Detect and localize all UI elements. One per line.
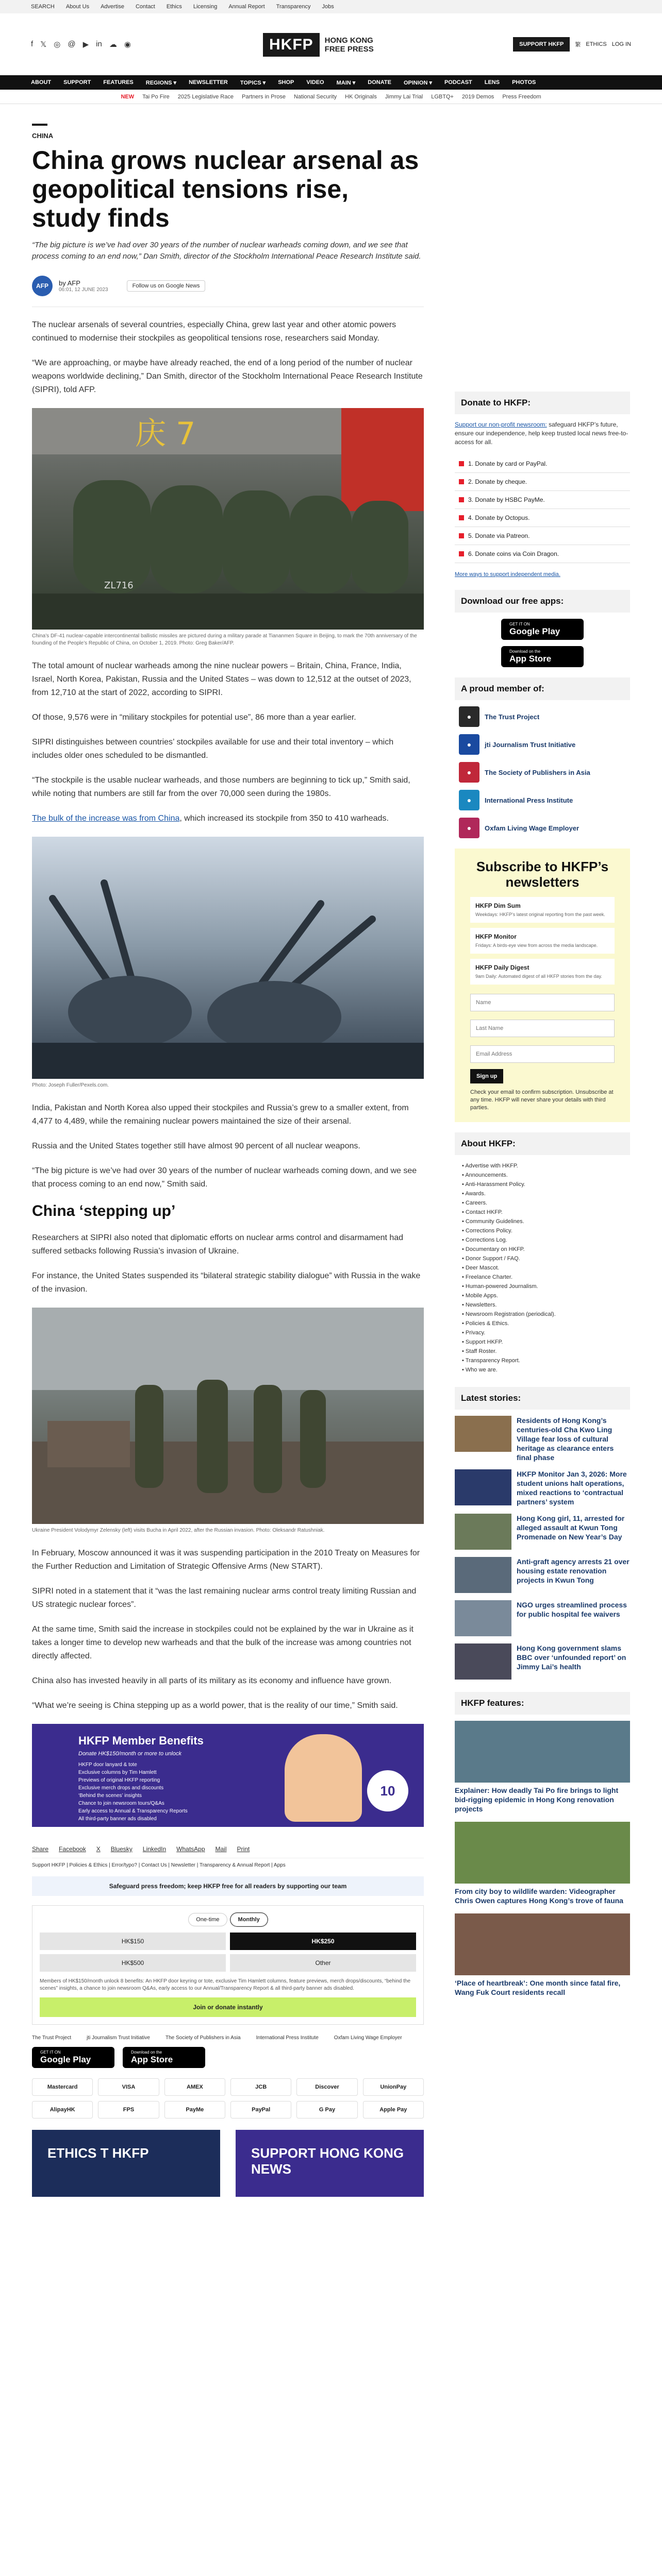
tab-one-time[interactable]: One-time — [188, 1913, 227, 1926]
story-thumbnail — [455, 1469, 511, 1505]
svg-text:庆 7: 庆 7 — [135, 416, 196, 452]
donation-options — [455, 455, 630, 563]
member-list — [455, 706, 630, 838]
nav-item[interactable]: LENS — [484, 79, 500, 86]
publish-date: 06:01, 12 JUNE 2023 — [59, 287, 108, 293]
donate-heading: Donate to HKFP: — [455, 392, 630, 414]
about-link[interactable]: • Documentary on HKFP. — [462, 1245, 630, 1254]
about-link[interactable]: • Contact HKFP. — [462, 1208, 630, 1217]
member-logo-icon: ● — [459, 818, 479, 838]
article-title: China grows nuclear arsenal as geopolitical tensions rise, study finds — [32, 146, 419, 232]
paragraph: The bulk of the increase was from China, which increased its stockpile from 350 to 410 warheads. — [32, 814, 389, 823]
amount-option-other[interactable]: Other — [230, 1954, 416, 1972]
payment-method: PayPal — [230, 2101, 291, 2119]
feature-story[interactable] — [455, 1913, 630, 1997]
utility-link[interactable]: Advertise — [101, 4, 124, 10]
increase-link[interactable]: The bulk of the increase was from China — [32, 814, 180, 823]
donation-option[interactable]: 3. Donate by HSBC PayMe. — [455, 491, 630, 509]
promo-benefit: Chance to join newsroom tours/Q&As — [78, 1801, 164, 1806]
newsletter-option-title: HKFP Dim Sum — [475, 902, 521, 909]
member-logo-icon: ● — [459, 762, 479, 783]
tag-link[interactable]: Jimmy Lai Trial — [385, 93, 423, 100]
about-link[interactable]: • Announcements. — [462, 1171, 630, 1180]
nav-item[interactable]: DONATE — [368, 79, 391, 86]
figure-missiles — [32, 408, 424, 647]
nav-item[interactable]: TOPICS ▾ — [240, 79, 266, 86]
member-org[interactable] — [459, 790, 630, 810]
tag-link[interactable]: 2025 Legislative Race — [177, 93, 234, 100]
utility-links — [66, 4, 334, 10]
about-link[interactable]: • Privacy. — [462, 1328, 630, 1337]
nav-item[interactable]: REGIONS ▾ — [145, 79, 177, 86]
trending-tags — [0, 90, 662, 104]
caption: China’s DF-41 nuclear-capable intercontinental ballistic missiles are pictured during a military parade at Tiananmen Square in Beijing, to mark the 70th anniversary of the founding of the People’s Republic of China, on October 1, 2019. Photo: Greg Baker/AFP. — [32, 633, 417, 646]
promo-title: HKFP Member Benefits — [78, 1734, 204, 1747]
latest-story[interactable] — [455, 1557, 630, 1593]
google-play-button[interactable]: GET IT ON Google Play — [32, 2047, 114, 2068]
latest-story[interactable] — [455, 1643, 630, 1680]
figure-guns — [32, 837, 424, 1089]
about-link[interactable]: • Support HKFP. — [462, 1337, 630, 1347]
paragraph: At the same time, Smith said the increase in stockpiles could not be explained by the war in Ukraine as it takes a longer time to develop new warheads and that the bulk of the increase was among countries not directly affected. — [32, 1625, 413, 1660]
newsletter-option[interactable] — [470, 928, 615, 954]
email-field[interactable] — [470, 1045, 615, 1063]
share-link[interactable]: WhatsApp — [176, 1845, 205, 1853]
member-org-name: The Society of Publishers in Asia — [485, 768, 590, 776]
main-nav — [0, 75, 662, 90]
paragraph: For instance, the United States suspended its “bilateral strategic stability dialogue” with Russia in the wake of the invasion. — [32, 1272, 421, 1294]
member-org[interactable] — [459, 762, 630, 783]
member-org-name: jti Journalism Trust Initiative — [485, 740, 576, 749]
tag-link[interactable]: Press Freedom — [502, 93, 541, 100]
section-heading: China ‘stepping up’ — [32, 1202, 176, 1219]
name-field[interactable] — [470, 994, 615, 1011]
story-thumbnail — [455, 1514, 511, 1550]
new-badge: NEW — [121, 93, 135, 100]
app-store-button[interactable]: Download on the App Store — [123, 2047, 205, 2068]
payment-method: Discover — [296, 2078, 357, 2096]
promo-benefit: Previews of original HKFP reporting — [78, 1777, 160, 1783]
paragraph: China also has invested heavily in all parts of its military as its economy and influence have grown. — [32, 1676, 392, 1685]
feature-thumbnail — [455, 1913, 630, 1975]
share-link[interactable]: Bluesky — [110, 1845, 133, 1853]
deer-mascot-icon — [285, 1734, 362, 1822]
google-news-button[interactable]: Follow us on Google News — [127, 280, 206, 292]
story-thumbnail — [455, 1557, 511, 1593]
missile-parade-photo — [32, 408, 424, 630]
story-title[interactable]: Anti-graft agency arrests 21 over housing estate renovation projects in Kwun Tong — [517, 1557, 630, 1584]
article-footer-links[interactable]: Support HKFP | Policies & Ethics | Error/typo? | Contact Us | Newsletter | Transparency & Annual Report | Apps — [32, 1862, 286, 1868]
byline — [32, 269, 424, 307]
paragraph: SIPRI noted in a statement that it “was the last remaining nuclear arms control treaty limiting Russian and US strategic nuclear forces”. — [32, 1587, 417, 1609]
ethics-promo[interactable]: ETHICS T HKFP — [32, 2130, 220, 2197]
member-logo-icon: ● — [459, 706, 479, 727]
about-link[interactable]: • Human-powered Journalism. — [462, 1282, 630, 1291]
member-org[interactable] — [459, 734, 630, 755]
donation-widget — [32, 1905, 424, 2025]
figure-zelensky — [32, 1308, 424, 1534]
payment-method: VISA — [98, 2078, 159, 2096]
feature-title[interactable]: Explainer: How deadly Tai Po fire brings to light bid-rigging epidemic in Hong Kong renovation projects — [455, 1786, 619, 1813]
payment-method: Apple Pay — [363, 2101, 424, 2119]
utility-link[interactable]: Licensing — [193, 4, 218, 10]
share-link[interactable]: Mail — [215, 1845, 227, 1853]
utility-link[interactable]: Transparency — [276, 4, 311, 10]
app-store-buttons — [32, 2047, 424, 2068]
newsletter-option[interactable] — [470, 897, 615, 923]
nav-item[interactable]: VIDEO — [306, 79, 324, 86]
feature-title[interactable]: ‘Place of heartbreak’: One month since fatal fire, Wang Fuk Court residents recall — [455, 1979, 621, 1996]
donation-note: Members of HK$150/month unlock 8 benefits: An HKFP door keyring or tote, exclusive Tim Hamlett columns, feature previews, merch drops/discounts, “behind the scenes” insights, a chance to join newsroom Q&As, early access to our Annual/Transparency Report & all third-party banner ads disabled. — [40, 1978, 411, 1991]
about-link[interactable]: • Transparency Report. — [462, 1356, 630, 1365]
about-links — [455, 1161, 630, 1375]
tag-link[interactable]: Partners in Prose — [241, 93, 286, 100]
sidebar-google-play-button[interactable]: GET IT ON Google Play — [501, 619, 584, 640]
zelensky-bucha-image — [32, 1308, 424, 1524]
promo-benefit: Early access to Annual & Transparency Reports — [78, 1808, 188, 1814]
payment-method: AlipayHK — [32, 2101, 93, 2119]
latest-stories — [455, 1416, 630, 1680]
share-link[interactable]: Print — [237, 1845, 250, 1853]
newsletter-option-desc: Fridays: A birds-eye view from across the media landscape. — [475, 943, 598, 948]
paragraph: Of those, 9,576 were in “military stockpiles for potential use”, 86 more than a year earlier. — [32, 713, 356, 722]
zelensky-bucha-photo — [32, 1308, 424, 1524]
paragraph: “The big picture is we’ve had over 30 years of the number of nuclear warheads coming down, and we see that process coming to an end now,” Smith said. — [32, 1166, 417, 1189]
paragraph: “What we’re seeing is China stepping up as a world power, that is the reality of our time,” Smith said. — [32, 1701, 398, 1710]
feature-thumbnail — [455, 1822, 630, 1884]
feature-story[interactable] — [455, 1721, 630, 1814]
member-badge[interactable]: International Press Institute — [256, 2035, 319, 2041]
feature-title[interactable]: From city boy to wildlife warden: Videographer Chris Owen captures Hong Kong’s trove of fauna — [455, 1887, 623, 1905]
nav-item[interactable]: PHOTOS — [512, 79, 536, 86]
story-title[interactable]: HKFP Monitor Jan 3, 2026: More student unions halt operations, mixed reactions to ‘contractual partners’ system — [517, 1470, 627, 1506]
member-org[interactable] — [459, 706, 630, 727]
about-link[interactable]: • Anti-Harassment Policy. — [462, 1180, 630, 1189]
latest-story[interactable] — [455, 1514, 630, 1550]
story-thumbnail — [455, 1643, 511, 1680]
payment-method: AMEX — [164, 2078, 225, 2096]
share-bar — [32, 1840, 424, 1858]
paragraph: India, Pakistan and North Korea also upped their stockpiles and Russia’s grew to a smaller extent, from 4,477 to 4,489, while the remaining nuclear powers maintained the size of their arsenal. — [32, 1104, 409, 1126]
share-link[interactable]: Share — [32, 1845, 49, 1853]
paragraph: The total amount of nuclear warheads among the nine nuclear powers – Britain, China, France, India, Israel, North Korea, Pakistan, Russia and the United States – was down to 12,512 at the outset of 2023, from 12,710 at the start of 2022, according to SIPRI. — [32, 662, 411, 697]
member-badge[interactable]: Oxfam Living Wage Employer — [334, 2035, 402, 2041]
newsletter-heading: Subscribe to HKFP’s newsletters — [476, 859, 609, 890]
paragraph: In February, Moscow announced it was it was suspending participation in the 2010 Treaty on Measures for the Further Reduction and Limitation of Strategic Offensive Arms (New START). — [32, 1549, 420, 1571]
article — [32, 124, 424, 2197]
promo-subtitle: Donate HK$150/month or more to unlock — [78, 1751, 181, 1757]
apps-heading: Download our free apps: — [455, 590, 630, 613]
member-heading: A proud member of: — [455, 677, 630, 700]
about-link[interactable]: • Advertise with HKFP. — [462, 1161, 630, 1171]
latest-story[interactable] — [455, 1469, 630, 1506]
language-toggle[interactable]: 繁 — [575, 42, 581, 48]
ethics-link[interactable]: ETHICS — [586, 41, 607, 47]
member-badges-row — [32, 2035, 424, 2041]
x-icon[interactable]: 𝕏 — [40, 40, 47, 49]
donation-option[interactable]: 6. Donate coins via Coin Dragon. — [455, 545, 630, 563]
about-link[interactable]: • Staff Roster. — [462, 1347, 630, 1356]
features-heading: HKFP features: — [455, 1692, 630, 1715]
title-rule — [32, 124, 47, 126]
story-title[interactable]: NGO urges streamlined process for public hospital fee waivers — [517, 1601, 627, 1618]
story-title[interactable]: Hong Kong girl, 11, arrested for alleged assault at Kwun Tong Promenade on New Year’s Day — [517, 1514, 625, 1541]
anniversary-badge: 10 — [367, 1770, 408, 1811]
newsletter-note: Check your email to confirm subscription. Unsubscribe at any time. HKFP will never share your details with third parties. — [470, 1089, 614, 1111]
paragraph: Researchers at SIPRI also noted that diplomatic efforts on nuclear arms control and disarmament had suffered setbacks following Russia’s invasion of Ukraine. — [32, 1233, 404, 1256]
donation-option[interactable]: 1. Donate by card or PayPal. — [455, 455, 630, 473]
caption: Ukraine President Volodymyr Zelensky (left) visits Bucha in April 2022, after the Russian invasion. Photo: Oleksandr Ratushniak. — [32, 1528, 325, 1533]
about-link[interactable]: • Awards. — [462, 1189, 630, 1198]
promo-benefit: Exclusive merch drops and discounts — [78, 1785, 164, 1791]
threads-icon[interactable]: @ — [68, 40, 76, 48]
instagram-icon[interactable]: ◎ — [54, 40, 61, 49]
feature-story[interactable] — [455, 1822, 630, 1905]
tag-link[interactable]: HK Originals — [345, 93, 377, 100]
about-link[interactable]: • Policies & Ethics. — [462, 1319, 630, 1328]
about-heading: About HKFP: — [455, 1132, 630, 1155]
donation-option[interactable]: 4. Donate by Octopus. — [455, 509, 630, 527]
promo-benefit: HKFP door lanyard & tote — [78, 1762, 137, 1768]
about-link[interactable]: • Corrections Policy. — [462, 1226, 630, 1235]
utility-link[interactable]: Jobs — [322, 4, 334, 10]
payment-method: G Pay — [296, 2101, 357, 2119]
nav-item[interactable]: OPINION ▾ — [403, 79, 432, 86]
article-category[interactable]: CHINA — [32, 132, 54, 140]
tag-link[interactable]: LGBTQ+ — [431, 93, 454, 100]
about-link[interactable]: • Newsletters. — [462, 1300, 630, 1310]
share-link[interactable]: Facebook — [59, 1845, 86, 1853]
promo-benefit-list — [78, 1761, 188, 1823]
feature-thumbnail — [455, 1721, 630, 1783]
about-link[interactable]: • Freelance Charter. — [462, 1273, 630, 1282]
support-text: Support our non-profit newsroom: safeguard HKFP’s future, ensure our independence, help keep trusted local news free-to-access for all. — [455, 421, 628, 446]
support-promo[interactable]: SUPPORT HONG KONG NEWS — [236, 2130, 424, 2197]
amount-option-selected[interactable]: HK$250 — [230, 1933, 416, 1950]
logo-text: HONG KONG FREE PRESS — [324, 36, 374, 54]
social-icons — [31, 40, 131, 49]
about-link[interactable]: • Newsroom Registration (periodical). — [462, 1310, 630, 1319]
nav-item[interactable]: ABOUT — [31, 79, 52, 86]
about-link[interactable]: • Mobile Apps. — [462, 1291, 630, 1300]
about-link[interactable]: • Deer Mascot. — [462, 1263, 630, 1273]
member-org[interactable] — [459, 818, 630, 838]
join-donate-button[interactable]: Join or donate instantly — [40, 1997, 416, 2017]
masthead — [0, 13, 662, 75]
utility-link[interactable]: Annual Report — [228, 4, 265, 10]
promo-benefit: Exclusive columns by Tim Hamlett — [78, 1770, 157, 1775]
sidebar-app-store-button[interactable]: Download on the App Store — [501, 646, 584, 667]
rss-icon[interactable]: ◉ — [124, 40, 131, 49]
amount-option[interactable]: HK$150 — [40, 1933, 226, 1950]
member-org-name: International Press Institute — [485, 796, 573, 804]
payment-method: Mastercard — [32, 2078, 93, 2096]
newsletter-signup — [455, 849, 630, 1122]
share-link[interactable]: X — [96, 1845, 101, 1853]
amount-option[interactable]: HK$500 — [40, 1954, 226, 1972]
newsletter-option-desc: Weekdays: HKFP’s latest original reporting from the past week. — [475, 912, 605, 917]
bluesky-icon[interactable]: ☁ — [109, 40, 117, 49]
nav-item[interactable]: FEATURES — [103, 79, 134, 86]
story-title[interactable]: Residents of Hong Kong’s centuries-old Cha Kwo Ling Village fear loss of cultural heritage as clearance enters final phase — [517, 1416, 614, 1462]
about-link[interactable]: • Donor Support / FAQ. — [462, 1254, 630, 1263]
utility-link[interactable]: About Us — [65, 4, 90, 10]
feature-stories — [455, 1721, 630, 1997]
svg-text:ZL716: ZL716 — [104, 580, 134, 591]
member-org-name: The Trust Project — [485, 713, 540, 721]
latest-heading: Latest stories: — [455, 1387, 630, 1410]
newsletter-option-title: HKFP Daily Digest — [475, 964, 529, 971]
facebook-icon[interactable]: f — [31, 40, 34, 48]
about-link[interactable]: • Who we are. — [462, 1365, 630, 1375]
newsletter-option-title: HKFP Monitor — [475, 933, 517, 940]
nav-item[interactable]: SHOP — [278, 79, 294, 86]
latest-story[interactable] — [455, 1416, 630, 1462]
share-link[interactable]: LinkedIn — [142, 1845, 167, 1853]
more-ways-link[interactable]: More ways to support independent media. — [455, 571, 560, 578]
safeguard-banner: Safeguard press freedom; keep HKFP free for all readers by supporting our team — [32, 1876, 424, 1896]
tag-link[interactable]: Tai Po Fire — [142, 93, 170, 100]
about-link[interactable]: • Careers. — [462, 1198, 630, 1208]
nav-item[interactable]: NEWSLETTER — [189, 79, 228, 86]
caption: Photo: Joseph Fuller/Pexels.com. — [32, 1082, 109, 1088]
member-logo-icon: ● — [459, 790, 479, 810]
donation-option[interactable]: 2. Donate by cheque. — [455, 473, 630, 491]
latest-story[interactable] — [455, 1600, 630, 1636]
author-avatar: AFP — [32, 276, 53, 296]
paragraph: The nuclear arsenals of several countries, especially China, grew last year and other atomic powers continued to modernise their stockpiles as geopolitical tensions rose, researchers said Monday. — [32, 320, 396, 343]
payment-method: PayMe — [164, 2101, 225, 2119]
utility-link[interactable]: Ethics — [166, 4, 182, 10]
about-link[interactable]: • Community Guidelines. — [462, 1217, 630, 1226]
site-logo[interactable] — [263, 33, 374, 57]
sidebar — [455, 392, 630, 2005]
search-link[interactable]: SEARCH — [31, 4, 55, 10]
member-badge[interactable]: The Society of Publishers in Asia — [165, 2035, 241, 2041]
tab-monthly[interactable]: Monthly — [230, 1913, 268, 1926]
member-badge[interactable]: jti Journalism Trust Initiative — [87, 2035, 150, 2041]
tag-link[interactable]: 2019 Demos — [461, 93, 494, 100]
nav-item[interactable]: MAIN ▾ — [336, 79, 356, 86]
warship-guns-photo — [32, 837, 424, 1079]
nav-item[interactable]: PODCAST — [444, 79, 472, 86]
member-org-name: Oxfam Living Wage Employer — [485, 824, 580, 832]
warship-guns-image — [32, 837, 424, 1079]
youtube-icon[interactable]: ▶ — [82, 40, 89, 49]
utility-link[interactable]: Contact — [135, 4, 155, 10]
member-benefits-banner[interactable] — [32, 1724, 424, 1827]
member-logo-icon: ● — [459, 734, 479, 755]
donation-option[interactable]: 5. Donate via Patreon. — [455, 527, 630, 545]
top-utility-bar — [0, 0, 662, 13]
member-badge[interactable]: The Trust Project — [32, 2035, 72, 2041]
promo-benefit: ‘Behind the scenes’ insights — [78, 1793, 142, 1799]
logo-box: HKFP — [263, 33, 320, 57]
payment-methods — [32, 2078, 424, 2119]
story-title[interactable]: Hong Kong government slams BBC over ‘unfounded report’ on Jimmy Lai’s health — [517, 1644, 626, 1671]
payment-method: UnionPay — [363, 2078, 424, 2096]
linkedin-icon[interactable]: in — [96, 40, 102, 48]
about-link[interactable]: • Corrections Log. — [462, 1235, 630, 1245]
paragraph: “The stockpile is the usable nuclear warheads, and those numbers are beginning to tick up,” Smith said, while noting that numbers are still far from the over 70,000 seen during the 1980s. — [32, 776, 410, 798]
signup-button[interactable]: Sign up — [470, 1069, 503, 1083]
login-link[interactable]: LOG IN — [611, 41, 631, 47]
tag-link[interactable]: National Security — [293, 93, 337, 100]
support-hkfp-button[interactable]: SUPPORT HKFP — [513, 37, 570, 52]
newsletter-option[interactable] — [470, 959, 615, 985]
promo-benefit: All third-party banner ads disabled — [78, 1816, 157, 1822]
paragraph: SIPRI distinguishes between countries’ stockpiles available for use and their total inventory – which includes older ones scheduled to be dismantled. — [32, 738, 394, 760]
payment-method: FPS — [98, 2101, 159, 2119]
author-name[interactable]: by AFP — [59, 279, 80, 287]
missile-parade-image — [32, 408, 424, 630]
story-thumbnail — [455, 1600, 511, 1636]
story-thumbnail — [455, 1416, 511, 1452]
paragraph: Russia and the United States together still have almost 90 percent of all nuclear weapons. — [32, 1142, 360, 1150]
nav-item[interactable]: SUPPORT — [63, 79, 91, 86]
payment-method: JCB — [230, 2078, 291, 2096]
bottom-promos — [32, 2130, 424, 2197]
article-lede: “The big picture is we’ve had over 30 years of the number of nuclear warheads coming down, and we see that process coming to an end now,” Dan Smith, director of the Stockholm International Peace Research Institute said. — [32, 241, 421, 261]
paragraph: “We are approaching, or maybe have already reached, the end of a long period of the number of nuclear weapons worldwide declining,” Dan Smith, director of the Stockholm International Peace Research Institute (SIPRI), told AFP. — [32, 359, 423, 394]
newsletter-option-desc: 9am Daily: Automated digest of all HKFP stories from the day. — [475, 974, 602, 979]
support-link[interactable]: Support our non-profit newsroom: — [455, 421, 547, 428]
last-name-field[interactable] — [470, 1020, 615, 1037]
